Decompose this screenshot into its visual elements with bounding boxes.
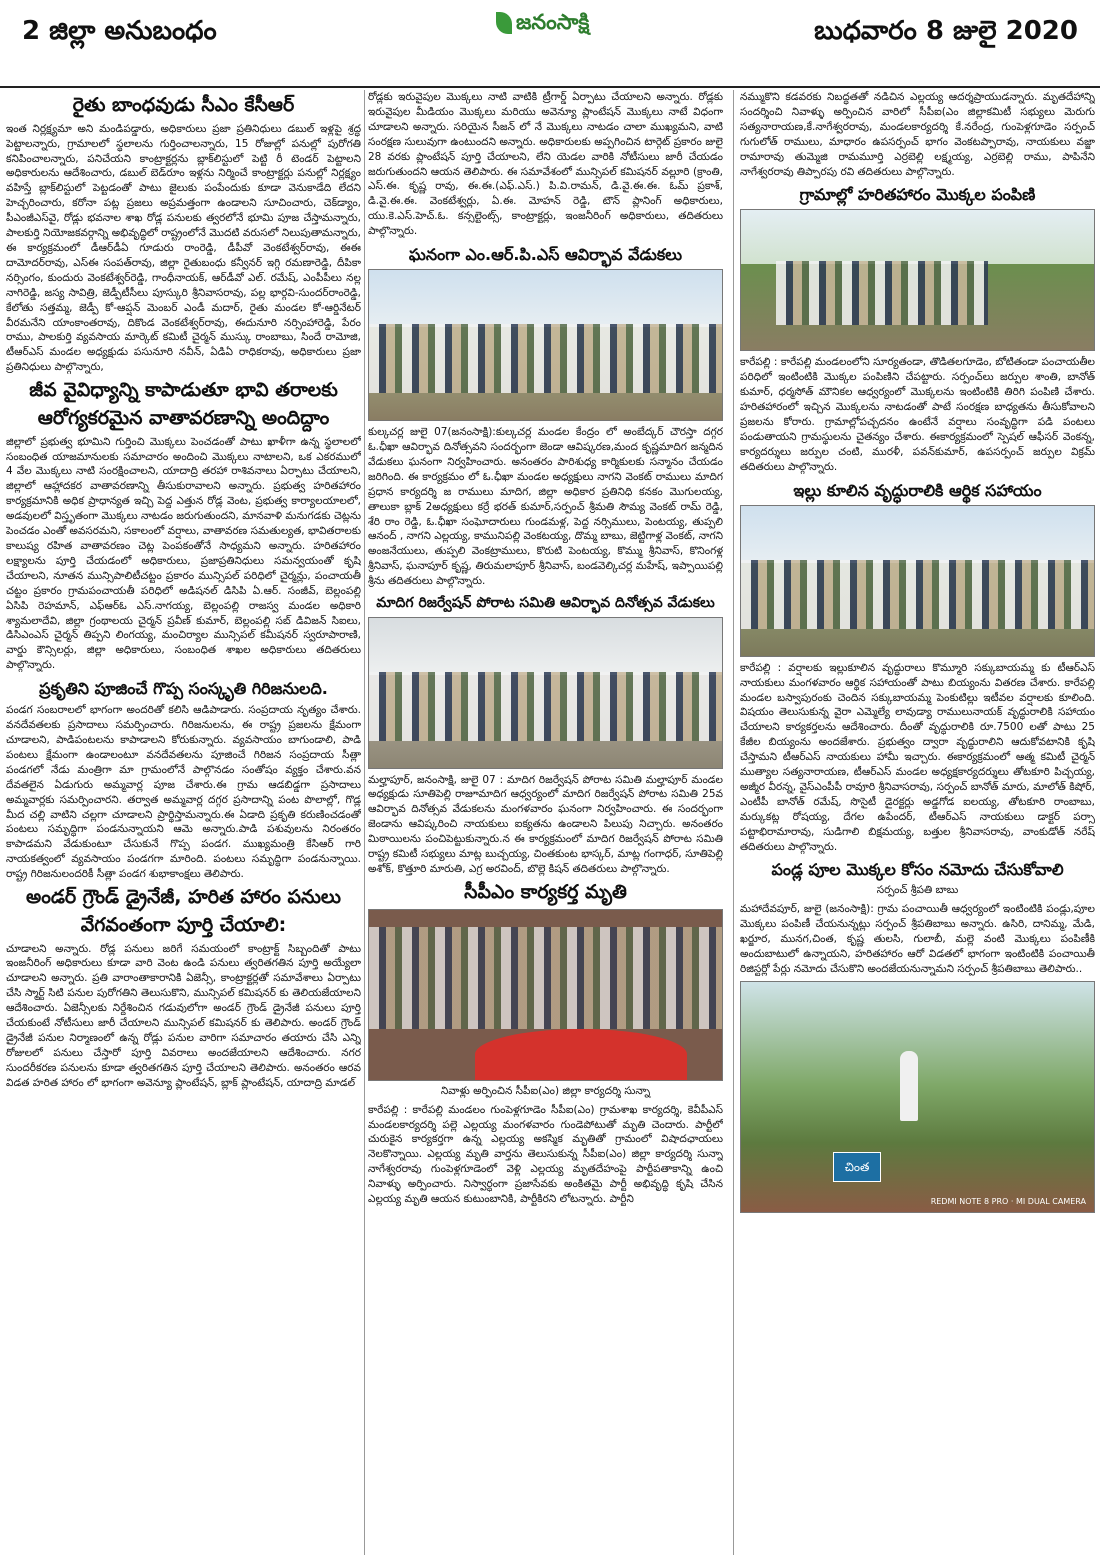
article-body: చూడాలని అన్నారు. రోడ్ల పనులు జరిగే సమయంలో కాంట్రాక్ట్ సిబ్బందితో పాటు ఇంజనీరింగ్ అధికారులు కూడా వారి వెంట ఉండి పనులు త్వరితగతిన పూర్తి అయ్యేలా చూడాలని అన్నారు. ప్రతి వారాంతాకారానికి ఏజెన్సీ, కాంట్రాక్టర్లతో సమావేశాలు ఏర్పాటు చేసి స్మార్ట్ సిటి పనుల పురోగతిని తెలుసుకొని, మున్సిపల్ కమిషనర్ కు తెలియజేయాలని ఆదేశించారు. ఏజెన్సీలకు నిర్దేశించిన గడువులోగా అండర్ గ్రౌండ్ డ్రైనేజీ పనులు పూర్తి చేయకుంటే నోటీసులు జారీ చేయాలని మున్సిపల్ కమిషనర్ కు తెలిపారు. అండర్ గ్రౌండ్ డ్రైనేజీ పనుల నిర్మాణంలో ఉన్న రోడ్లు పనుల వారిగా సమాచారం తయారు చేసి ఎన్ని రోజులలో పనులు చేస్తారో పూర్తి వివరాలు అందజేయాలని ఆదేశించారు. నగర సుందరీకరణ పనులను కూడా త్వరితగతిన పూర్తి చేయాలని తెలిపారు. అనంతరం ఆరవ విడత హరిత హారం లో భాగంగా అవెన్యూ ప్లాంటేషన్, బ్లాక్ ప్లాంటేషన్, యాదాద్రి మాడల్ bbox=[6, 942, 361, 1089]
article-body: పండగ సంబరాలలో భాగంగా అందరితో కలిసి ఆడిపాడారు. సంప్రదాయ నృత్యం చేశారు. వనదేవతలకు ప్రసాదాలు సమర్పించారు. గిరిజనులను, ఈ రాష్ట్ర ప్రజలను క్షేమంగా చూడాలని, పాడిపంటలను కాపాడాలని కోరుకున్నారు. వ్యవసాయం బాగుండాలి, పాడి పంటలు క్షేమంగా ఉండాలంటూ వనదేవతలను పూజించే గిరిజన సంప్రదాయ సీత్లా పండగలో నేడు మంత్రిగా మా గ్రామంలోనే పాల్గొనడం సంతోషం వ్యక్తం చేశారు.వన దేవతలైన ఏడుగురు అమ్మవార్ల పూజ చేశారు.ఈ గ్రామ ఆడబిడ్డగా ప్రసాదాలు అమ్మవార్లకు సమర్పించారని. తర్వాత అమ్మవార్ల దగ్గర ప్రసాదాన్ని పంట పొలాల్లో, గొడ్ల మీద చల్లి వాటిని చల్లగా చూడాలని ప్రార్థిస్తామన్నారు.ఈ ఏడాది ప్రకృతి కరుణించడంతో పంటలు సమృద్ధిగా పండనున్నాయని ఆమె అన్నారు.పాడి పశువులను నిరంతరం కాపాడమని వేడుకుంటూ చేసుకునే గొప్ప పండగ. ముఖ్యమంత్రి కేసిఆర్ గారి నాయకత్వంలో వ్యవసాయం పండగగా మారింది. పంటలు సమృద్ధిగా పండనున్నాయి. రాష్ట్ర గిరిజనులందరికీ సీత్లా పండగ శుభాకాంక్షలు తెలిపారు. bbox=[6, 704, 361, 881]
camera-watermark: REDMI NOTE 8 PRO · MI DUAL CAMERA bbox=[930, 1197, 1086, 1206]
article-body: కుల్కచర్ల జులై 07(జనంసాక్షి):కుల్కచర్ల మండల కేంద్రం లో అంబేద్కర్ చౌరస్తా దగ్గర ఓ.ఛీఖా ఆవిర్భావ దినోత్సవని సందర్భంగా జెండా ఆవిష్కరణ,మంద కృష్ణమాదిగ జన్మదిన వేడుకలు ఘనంగా నిర్వహించారు. అనంతరం పారిశుధ్య కార్మికులకు సన్మానం చేయడం జరిగింది. ఈ కార్యక్రమం లో ఓ.ఛీఖా మండల అధ్యక్షులు నాగని వెంకట్ రాములు మాదిగ ప్రధాన కార్యదర్శి జ రాములు మాదిగ, జిల్లా అధికార ప్రతినిధి కనకం మొగులయ్య, తాలుకా బ్లాక్ 2అధ్యక్షులు కర్రే భరత్ కుమార్,సర్పంచ్ శ్రీమతి సౌమ్య వెంకట్ రామ్ రెడ్డి, శేరి రాం రెడ్డి, ఓ.ఛీఖా సంఘోదారులు గుండమళ్ల, పెద్ద నర్సిములు, పెంటయ్య, తుప్పలి ఆనంద్ , నాగని ఎల్లయ్య, కామునిపల్లి వెంకటయ్య, దొమ్మ బాబు, జెట్టిగాళ్ల వెంకట్, నాగని అంజనేయులు, తుప్పలి వెంకట్రాములు, కొరుటి పెంటయ్య, కొమ్ము శ్రీనివాస్, కొనింగళ్ల శ్రీనివాస్, ఘనాపూర్ కృష్ణ, తిరుమలాపూర్ శ్రీనివాస్, బండవెల్కిచర్ల మహేష్, ఇప్పాయిపల్లి శ్రీను తదితరులు పాల్గొన్నారు. bbox=[368, 426, 723, 588]
article-body: రోడ్లకు ఇరువైపుల మొక్కలు నాటి వాటికి ట్రీగార్డ్ ఏర్పాటు చేయాలని అన్నారు. రోడ్లకు ఇరువైపుల మీడియం మొక్కలు మరియు అవెన్యూ ప్లాంటేషన్ మొక్కలు నాటే విధంగా చూడాలని అన్నారు. సరియైన సీజన్ లో నే మొక్కలు నాటడం చాలా ముఖ్యమని, వాటి సంరక్షణ సులువుగా ఉంటుందని అన్నారు. అధికారులకు అప్పగించిన టార్గెట్ ప్రకారం జులై 28 వరకు ప్లాంటేషన్ పూర్తి చేయాలని, లేని యెడల వారికి నోటీసులు జారీ చేయడం జరుగుతుందని ఆయన తెలిపారు. ఈ సమావేశంలో మున్సిపల్ కమిషనర్ వల్లూరి (క్రాంతి, ఎస్.ఈ. కృష్ణ రావు, ఈ.ఈ.(ఎఫ్.ఎస్.) పి.వి.రామన్, డి.వై.ఈ.ఈ. ఓమ్ ప్రకాశ్, డి.వై.ఈ.ఈ. వెంకటేశ్వర్లు, ఏ.ఈ. మోహన్ రెడ్డి, టౌన్ ప్లానింగ్ అధికారులు, యు.కె.ఎస్.హెచ్.ఓ. కన్సల్టెంట్స్, కాంట్రాక్టర్లు, ఇంజనీరింగ్ అధికారులు, తదితరులు పాల్గొన్నారు. bbox=[368, 91, 723, 238]
column-right bbox=[740, 90, 1095, 1555]
masthead-title: జనంసాక్షి bbox=[516, 10, 590, 34]
column-left bbox=[6, 90, 361, 1555]
page-header bbox=[0, 0, 1100, 88]
article-title: ఇల్లు కూలిన వృద్ధురాలికి ఆర్థిక సహాయం bbox=[793, 480, 1042, 500]
news-photo-financial-aid bbox=[740, 505, 1095, 657]
plant-name-tag: చింత bbox=[833, 1152, 881, 1182]
news-photo-sapling-distribution bbox=[740, 209, 1095, 351]
article-title: ప్రకృతిని పూజించే గొప్ప సంస్కృతి గిరిజనులది. bbox=[39, 679, 328, 699]
leaf-icon bbox=[496, 12, 512, 34]
column-middle bbox=[368, 90, 723, 1555]
article-body: కారేపల్లి : వర్షాలకు ఇల్లుకూలిన వృద్ధురాలు కొమ్మూరి సక్కుబాయమ్మ కు టీఆర్ఎస్ నాయకులు మంగళవారం ఆర్థిక సహాయంతో పాటు బియ్యంను వితరణ చేశారు. కారేపల్లి మండల బస్వాపురంకు చెందిన సక్కుబాయమ్మ పెంకుటిల్లు ఇటీవల వర్షాలకు కూలింది. విషయం తెలుసుకున్న వైరా ఎమ్మెల్యే లావుడ్యా రాములునాయక్ వృద్ధురాలికి సహాయం చేయాలని కార్యకర్తలను ఆదేశించారు. దీంతో వృద్ధురాలికి రూ.7500 లతో పాటు 25 కేజీల బియ్యంను అందజేశారు. ప్రభుత్వం ద్వారా వృద్ధురాలిని ఆదుకోవటానికి కృషి చేస్తామని టీఆర్ఎస్ నాయకులు హామీ ఇచ్చారు. ఈకార్యక్రమంలో ఆత్మ కమిటీ చైర్మన్ ముత్యాల సత్యనారాయణ, టీఆర్ఎస్ మండల అధ్యక్షకార్యదర్శులు తోటకూరి పిచ్చయ్య, అజ్మీర వీరన్న, వైస్‌ఎంపీపీ రావూరి శ్రీనివాసరావు, సర్పంచ్ బానోత్ మారు, మాలోత్ కిషోర్, ఎంటీపీ బానోత్ రమేష్, సొసైటీ డైరక్టర్లు అడ్డగోడ ఐలయ్య, తోటకూరి రాంబాబు, మర్కుకట్ల రోషయ్య, దేగల ఉపేందర్, టీఆర్ఎస్ నాయకులు డాక్టర్ పర్సా పట్టాభిరామారావు, సుడిగాలి బిక్షమయ్య, బత్తుల శ్రీనివాసరావు, వాంకుడోత్ నరేష్ తదితరులు పాల్గొన్నారు. bbox=[740, 661, 1095, 853]
article-body: మహాదేవపూర్, జులై (జనంసాక్షి): గ్రామ పంచాయితీ ఆధ్వర్యంలో ఇంటింటికి పండ్లు,పూల మొక్కలు పంపిణీ చేయనున్నట్లు సర్పంచ్ శ్రీపతిబాబు అన్నారు. ఉసిరి, దానిమ్మ, మేడి, ఖర్జూర, మునగ,చింత, కృష్ణ తులసి, గులాబీ, మల్లె వంటి మొక్కలు పంపిణీకి అందుబాటులో ఉన్నాయని, హరితహారం ఆరో విడతలో భాగంగా ఇంటింటికి పంచాయితీ రిజిస్టర్లో పేర్లు నమోదు చేసుకొని అందజేయనున్నామని సర్పంచ్ శ్రీపతిబాబు తెలిపారు.. bbox=[740, 903, 1095, 976]
article-body: మల్హాపూర్, జనంసాక్షి, జులై 07 : మాదిగ రిజర్వేషన్ పోరాట సమితి మల్హాపూర్ మండల అధ్యక్షుడు సూతిపెల్లి రాజూమాదిగ ఆధ్వర్యంలో మాదిగ రిజర్వేషన్ పోరాట సమితి 25వ ఆవిర్భావ దినోత్సవ వేడుకలను మంగళవారం ఘనంగా నిర్వహించారు. ఈ సందర్భంగా జెండాను ఆవిష్కరించి నాయకులు ఐక్యతను ఉండాలని పిలుపు నిచ్చారు. అనంతరం మిఠాయిలను పంచిపెట్టుకున్నారు.న ఈ కార్యక్రమంలో మాదిగ రిజర్వేషన్ పోరాట సమితి రాష్ట్ర కమిటీ సభ్యులు మాట్ల బుచ్చయ్య, చింతకుంట భాస్కర్, మాట్ల గంగాధర్, సూతిపెల్లి అశోక్, కొత్తూరి మారుతి, ఎగ్ర అరవింద్, బొల్లె కిషన్ తదితరులు పాల్గొన్నారు. bbox=[368, 773, 723, 875]
page-number-label: 2 జిల్లా అనుబంధం bbox=[22, 16, 217, 46]
article-title: పండ్ల పూల మొక్కల కోసం నమోదు చేసుకోవాలి bbox=[771, 860, 1064, 880]
article-byline: సర్పంచ్ శ్రీపతి బాబు bbox=[876, 884, 959, 897]
photo-caption: నివాళ్లు అర్పించిన సీపీఐ(ఎం) జిల్లా కార్యదర్శి సున్నా bbox=[440, 1084, 651, 1097]
person-figure bbox=[900, 1051, 918, 1121]
article-title: మాదిగ రిజర్వేషన్ పోరాట సమితి ఆవిర్భావ దినోత్సవ వేడుకలు bbox=[376, 595, 715, 612]
article-body: ఇంత నిర్లక్ష్యమా అని మండిపడ్డారు, అధికారులు ప్రజా ప్రతినిధులు డబుల్ ఇళ్లపై శ్రద్ధ పెట్టాలన్నారు, గ్రామాలలో స్థలాలను గుర్తించాలన్నారు, 15 రోజుల్లో పనుల్లో పురోగతి కనిపించాలన్నారు, పనిచేయని కాంట్రాక్టర్లను బ్లాక్‌లిస్టులో పెట్టి రీ టెండర్ పెట్టాలని అధికారులను ఆదేశించారు, డబుల్ బెడ్‌రూం ఇళ్లను నిర్మించే కాంట్రాక్టర్లు పనుల్లో నిర్లక్ష్యం వహిస్తే బ్లాక్‌లిస్టులో పెట్టడంతో పాటు జైలుకు పంపేందుకు కూడా వెనుకాడేది లేదని హెచ్చరించారు, కరోనా పట్ల ప్రజలు అప్రమత్తంగా ఉండాలని సూచించారు, చెక్‌డ్యాం, పీఎంజీఎస్‌వై, రోడ్లు భవనాల శాఖ రోడ్ల పనులకు త్వరలోనే భూమి పూజ చేస్తామన్నారు, పాలకుర్తి నియోజకవర్గాన్ని అభివృద్ధిలో రాష్ట్రంలోనే మొదటి వరుసలో నిలుపుతామన్నారు, ఈ కార్యక్రమంలో డీఆర్‌డీఏ గూడురు రాంరెడ్డి, డీపీవో వెంకటేశ్వర్‌రావు, ఈఈ దామోదర్‌రావు, ఎస్‌ఈ సంపత్‌రావు, జిల్లా రైతుబంధు కన్వీనర్ ఇగ్గి రమణారెడ్డి, దీపికా నర్సింగం, కుందురు వెంకటేశ్వర్‌రెడ్డి, గాంధీనాయక్, ఆర్‌డీవో ఎల్. రమేష్, ఎంపీపీలు నల్ల నాగిరెడ్డి, జస్య సావిత్రి, జెడ్పీటీసీలు పూస్కురి శ్రీనివాసరావు, పల్ల భార్గవి-సుందర్‌రాంరెడ్డి, కేలోతు సత్తమ్మ, జెడ్పీ కో-ఆప్షన్ మెంబర్ ఎండీ మదార్, రైతు మండల కో-ఆర్డినేటర్ వీరమనేని యాంకాంతరావు, దికొండ వెంకటేశ్వర్‌రావు, ఈదునూరి నర్సింహారెడ్డి, పేరం రాము, పాలకుర్తి వ్యవసాయ మార్కెట్ కమిటీ చైర్మన్ ముస్కు రాంబాబు, సిందే రామోజి, టీఆర్ఎస్ మండల అధ్యక్షుడు పసునూరి నవీన్, ఏడిఏ రాధికరావు, అధికారులు ప్రజా ప్రతినిధులు పాల్గొన్నారు, bbox=[6, 122, 361, 374]
news-photo-mrps-celebration bbox=[368, 269, 723, 421]
article-body: నమ్ముకొని కడవరకు నిబద్ధతతో నడిచిన ఎల్లయ్య ఆదర్శప్రాయుడన్నారు. మృతదేహాన్ని సందర్శించి నివాళ్ళు అర్పించిన వారిలో సీపీఐ(ఎం జిల్లాకమిటీ సభ్యులు మెరుగు సత్యనారాయణ,కే.నాగేశ్వరరావు, మండలకార్యదర్శి కే.నరేంద్ర, గుంపెళ్లగూడెం సర్పంచ్ గుగులోత్ రాములు, మాధారం ఉపసర్పంచ్ భాగం వెంకటప్పారావు, నాయకులు వజ్జా రామారావు తుమ్మెజి రామమూర్తి ఎర్రబెల్లి లక్ష్మయ్య, ఎర్రబెల్లి రాము, పాపినేని నాగేశ్వరరావు తిప్పారపు రవి తదితరులు పాల్గొన్నారు. bbox=[740, 91, 1095, 178]
masthead bbox=[496, 10, 589, 40]
column-divider bbox=[733, 90, 734, 1555]
article-title: వేగవంతంగా పూర్తి చేయాలి: bbox=[80, 913, 287, 936]
article-title: ఆరోగ్యకరమైన వాతావరణాన్ని అందిద్దాం bbox=[37, 406, 330, 429]
article-body: జిల్లాలో ప్రభుత్వ భూమిని గుర్తించి మొక్కలు పెంచడంతో పాటు ఖాళీగా ఉన్న స్థలాలలో సంబంధిత యాజమానులకు సమాచారం అందించి మొక్కలు నాటాలని, ఒక ఎకరములో 4 వేల మొక్కలు నాటి సంరక్షించాలని, యాదాద్రి తరహా రాశివనాలు ఏర్పాటు చేయాలని, జిల్లాలో ఆహ్లాదకర వాతావరణాన్ని తీసుకురావాలని అన్నారు. ప్రభుత్వ హరితహారం కార్యక్రమానికి అధిక ప్రాధాన్యత ఇచ్చి పెద్ద ఎత్తున రోడ్ల వెంట, ప్రభుత్వ కార్యాలయాలలో, అడవులలో విస్తృతంగా మొక్కలు నాటడం జరుగుతుందని, మానవాళి మనుగడకు చెట్లను పెంచడం ఎంతో అవసరమని, సకాలంలో వర్షాలు, వాతావరణ సమతుల్యత, భావితరాలకు కాలుష్య రహిత వాతావరణం చెట్ల పెంపకంతోనే సాధ్యమని అన్నారు. హరితహారం లక్ష్యాలను పూర్తి చేయడంలో అధికారులు, ప్రజాప్రతినిధులు సమన్వయంతో కృషి చేయాలని, నూతన మున్సిపాలిటీచట్టం ప్రకారం మున్సిపల్ పరిధిలో చైర్మన్లు, పంచాయతీ చట్టం ప్రకారం గ్రామపంచాయతీ పరిధిలో అడిషనల్ డిసిపి ఏ.ఆర్. సంజీవ్, బెల్లంపల్లి ఏసిపి రెహమాన్, ఎఫ్‌ఆర్ఓ ఎస్.నాగయ్య, బెల్లంపల్లి రాజస్వ మండల అధికారి శ్యామలాదేవి, జిల్లా గ్రంథాలయ చైర్మన్ ప్రవీణ్ కుమార్, బెల్లంపల్లి సబ్ డివిజన్ సిఐలు, డిసిఎంఎస్ చైర్మన్ తిప్పని లింగయ్య, మంచిర్యాల మున్సిపల్ కమీషనర్ స్వరూపారాణి, వార్డు కౌన్సిలర్లు, జిల్లా అధికారులు, సంబంధిత శాఖల అధికారులు తదితరులు పాల్గొన్నారు. bbox=[6, 435, 361, 672]
article-body: కారేపల్లి : కారేపల్లి మండలంలోని సూర్యతండా, తొడితలగూడెం, బోటితండా పంచాయతీల పరిధిలో ఇంటింటికి మొక్కల పంపిణిని చేపట్టారు. సర్పంచ్‌లు జర్పుల శాంతి, బానోత్ కుమార్, ధర్మసోత్ మౌనికల ఆధ్వర్యంలో మొక్కలను ఇంటింటికి తిరిగి పంపిణి చేశారు. హరితహారంలో ఇచ్చిన మొక్కలను నాటడంతో పాటే సంరక్షణ బాధ్యతను తీసుకోవాలని ప్రజలను కోరారు. గ్రామాల్లోపచ్చదనం ఉంటేనే వర్షాలు సంవృద్ధిగా పడి పంటలు పండుతాయని గ్రామస్థులను చైతన్యం చేశారు. ఈకార్యక్రమంలో స్పెషల్ ఆఫీసర్ వెంకన్న, కార్యదర్శులు జర్పుల చంటి, మురళీ, పవన్‌కుమార్, ఉపసర్పంచ్ జర్పుల విక్రమ్ తదితరులు పాల్గొన్నారు. bbox=[740, 356, 1095, 473]
article-title: జీవ వైవిధ్యాన్ని కాపాడుతూ భావి తరాలకు bbox=[29, 379, 338, 402]
article-body: కారేపల్లి : కారేపల్లి మండలం గుంపెళ్లగూడెం సీపీఐ(ఎం) గ్రామశాఖ కార్యదర్శి, కెవీపీఎస్ మండలకార్యదర్శి పల్లె ఎల్లయ్య మంగళవారం గుండెపోటుతో మృతి చెందారు. పార్టీలో చురుకైన కార్యకర్తగా ఉన్న ఎల్లయ్య అకస్మిక మృతితో గ్రామంలో విషాదఛాయలు నెలకొన్నాయి. ఎల్లయ్య మృతి వార్తను తెలుసుకున్న సీపీఐ(ఎం) జిల్లా కార్యదర్శి సున్నా నాగేశ్వరరావు గుంపెళ్లగూడెంలో వెళ్లి ఎల్లయ్య మృతదేహంపై పార్టీపతాకాన్ని ఉంచి నివాళ్ళు అర్పించారు. నిస్వార్ధంగా ప్రజాసేవకు అంకితమై పార్టీ అభివృద్ధి కృషి చేసిన ఎల్లయ్య మృతి ఆయన కుటుంబానికి, పార్టీకిరని లోటన్నారు. పార్టీని bbox=[368, 1103, 723, 1206]
column-divider bbox=[364, 90, 365, 1555]
article-title: రైతు బాంధవుడు సీఎం కేసీఆర్ bbox=[72, 94, 295, 116]
article-title: ఘనంగా ఎం.ఆర్.పి.ఎస్ ఆవిర్భావ వేడుకలు bbox=[408, 245, 683, 265]
news-photo-flag-hoisting bbox=[368, 617, 723, 769]
party-flag-drape bbox=[475, 1029, 687, 1080]
issue-date: బుధవారం 8 జులై 2020 bbox=[814, 16, 1078, 46]
article-title: అండర్ గ్రౌండ్ డ్రైనేజీ, హరిత హారం పనులు bbox=[26, 886, 341, 909]
article-title: సీపీఎం కార్యకర్త మృతి bbox=[464, 880, 627, 903]
news-photo-tribute bbox=[368, 909, 723, 1081]
news-photo-nursery bbox=[740, 981, 1095, 1213]
article-title: గ్రామాల్లో హరితహారం మొక్కల పంపిణి bbox=[799, 185, 1036, 205]
